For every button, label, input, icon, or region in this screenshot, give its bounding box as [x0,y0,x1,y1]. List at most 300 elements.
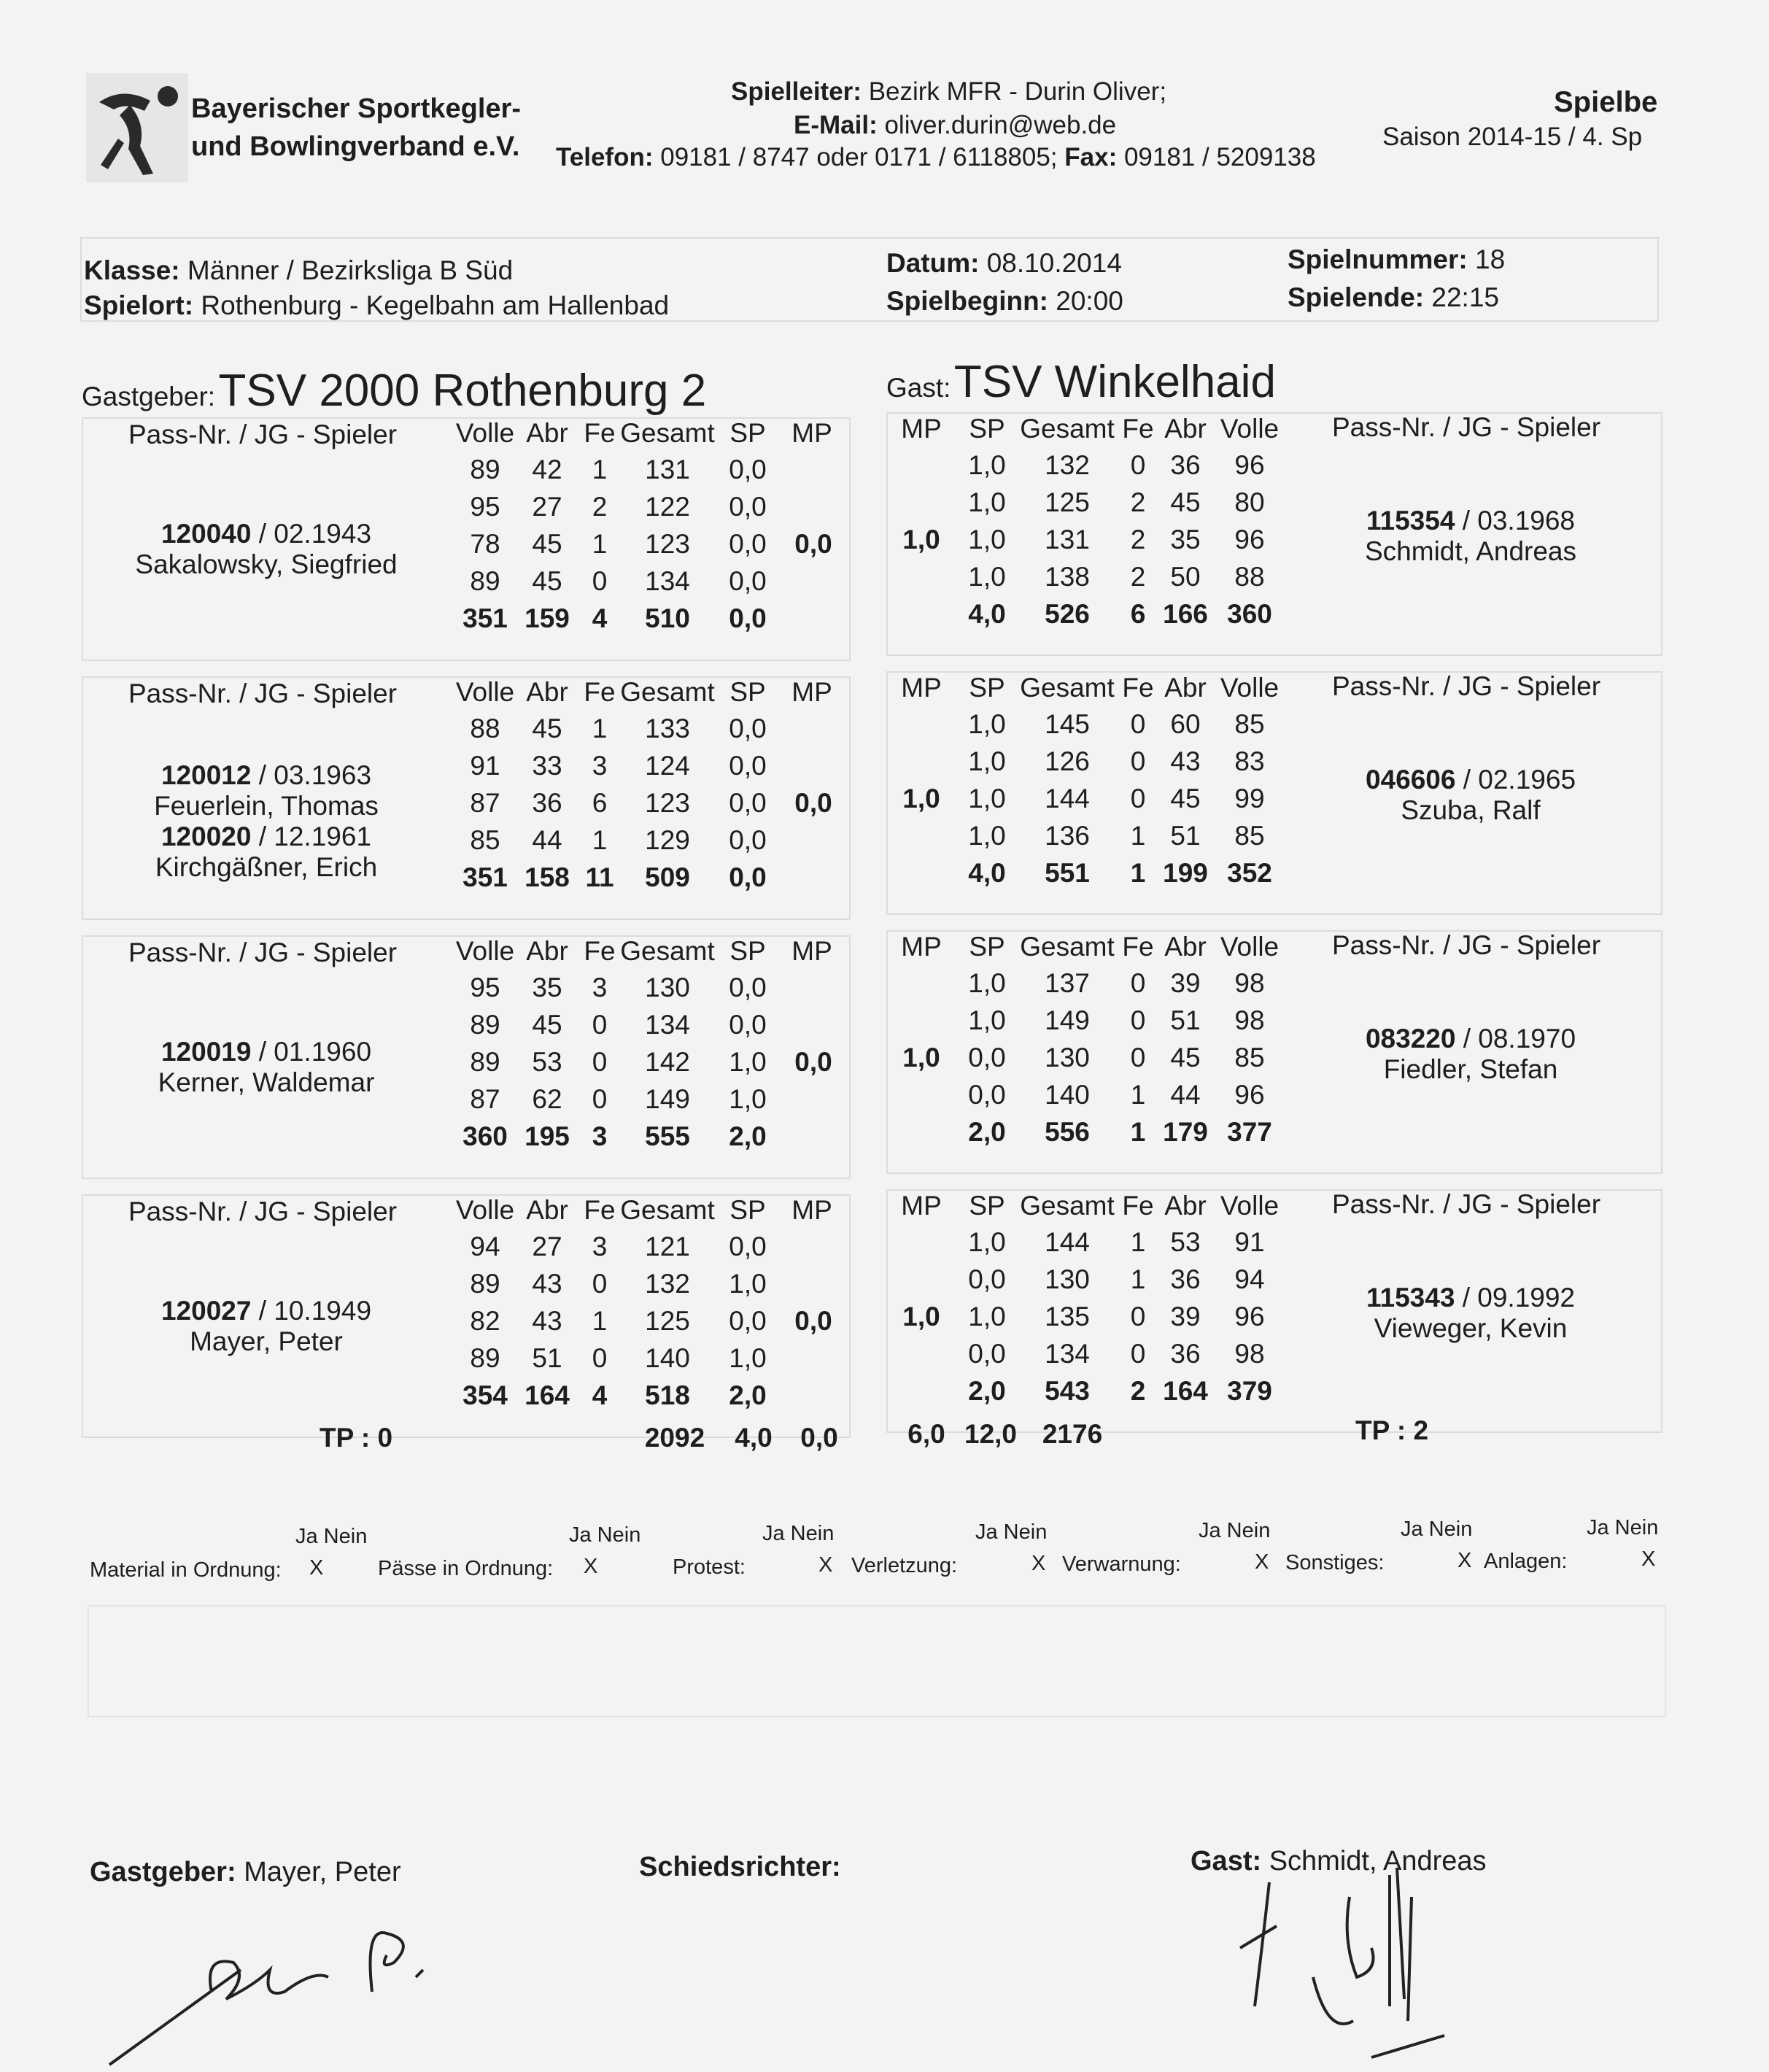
guest-cell: 0 [1130,968,1146,998]
season: Saison 2014-15 / 4. Sp [1382,123,1643,151]
host-cell: 85 [470,825,500,855]
host-total-cell: 360 [462,1121,508,1151]
host-total-cell: 555 [645,1121,690,1151]
email-label: E-Mail: [794,111,878,139]
host-total-cell: 509 [645,862,690,892]
host-cell: 89 [470,1047,500,1077]
guest-col-volle: Volle [1220,932,1280,962]
guest-cell: 43 [1170,746,1201,776]
ja-nein-header: Ja Nein [569,1523,641,1547]
host-cell: 87 [470,788,500,818]
host-cell: 94 [470,1232,500,1261]
guest-cell: 1,0 [968,968,1006,998]
fax-label: Fax: [1064,143,1118,171]
guest-col-sp: SP [969,414,1005,444]
right-title: Spielbe [1554,86,1658,118]
klasse-line [84,255,513,286]
host-col-sp: SP [729,677,766,707]
guest-col-sp: SP [969,932,1005,962]
guest-cell: 136 [1045,821,1090,851]
beginn-value: 20:00 [1056,286,1123,316]
host-cell: 89 [470,455,500,484]
host-player [161,1296,371,1357]
host-cell: 129 [645,825,690,855]
guest-cell: 39 [1170,1302,1201,1331]
host-pass-header: Pass-Nr. / JG - Spieler [128,679,398,708]
host-jg: / 02.1943 [258,519,372,549]
guest-pass-nr: 083220 [1365,1024,1456,1054]
guest-cell: 2 [1130,562,1146,592]
guest-col-gesamt: Gesamt [1020,414,1115,444]
org-name-line1: Bayerischer Sportkegler- [191,93,521,124]
host-cell: 45 [532,566,562,596]
ja-nein-header: Ja Nein [295,1525,368,1548]
host-pass-header: Pass-Nr. / JG - Spieler [128,1197,398,1226]
check-mark[interactable]: X [818,1553,833,1577]
host-total-cell: 2,0 [729,1121,767,1151]
host-cell: 0 [592,1084,608,1114]
guest-cell: 80 [1234,487,1265,517]
host-cell: 1,0 [729,1269,767,1299]
guest-cell: 1,0 [968,784,1006,813]
host-col-abr: Abr [526,1195,568,1225]
guest-pass-header: Pass-Nr. / JG - Spieler [1332,671,1601,701]
host-total-cell: 351 [462,603,508,633]
guest-cell: 0 [1130,1043,1146,1072]
guest-player-name: Szuba, Ralf [1401,795,1541,825]
guest-col-volle: Volle [1220,673,1280,703]
guest-team-label: Gast: [886,373,951,403]
host-player-name: Feuerlein, Thomas [154,791,379,821]
guest-total-cell: 377 [1227,1117,1272,1147]
guest-cell: 144 [1045,784,1090,813]
phone-line [556,143,1316,172]
check-label: Anlagen: [1484,1550,1568,1573]
host-total-cell: 351 [462,862,508,892]
guest-total-cell: 543 [1045,1376,1090,1406]
host-cell: 132 [645,1269,690,1299]
host-cell: 131 [645,455,690,484]
host-cell: 1,0 [729,1084,767,1114]
guest-cell: 85 [1234,709,1265,739]
host-col-sp: SP [729,418,766,448]
check-mark[interactable]: X [584,1555,598,1578]
guest-total-cell: 2 [1130,1376,1146,1406]
guest-cell: 137 [1045,968,1090,998]
host-total-cell: 510 [645,603,690,633]
host-cell: 62 [532,1084,562,1114]
guest-total-cell: 4,0 [968,599,1006,629]
remarks-box [88,1605,1666,1717]
guest-cell: 36 [1170,1264,1201,1294]
guest-total-cell: 6 [1130,599,1146,629]
host-col-volle: Volle [455,677,515,707]
guest-col-abr: Abr [1164,414,1207,444]
guest-mp: 1,0 [902,525,940,554]
guest-total-cell: 360 [1227,599,1272,629]
host-col-abr: Abr [526,936,568,966]
host-cell: 123 [645,788,690,818]
guest-cell: 96 [1234,1302,1265,1331]
host-col-volle: Volle [455,936,515,966]
host-cell: 133 [645,714,690,743]
guest-total-cell: 379 [1227,1376,1272,1406]
host-total-cell: 158 [524,862,570,892]
host-cell: 87 [470,1084,500,1114]
guest-col-abr: Abr [1164,673,1207,703]
host-cell: 89 [470,1269,500,1299]
guest-cell: 149 [1045,1005,1090,1035]
klasse-value: Männer / Bezirksliga B Süd [187,255,514,285]
beginn-label: Spielbeginn: [886,286,1048,316]
check-mark[interactable]: X [1255,1550,1269,1574]
host-cell: 1 [592,825,608,855]
guest-cell: 1,0 [968,487,1006,517]
guest-cell: 45 [1170,784,1201,813]
host-cell: 0,0 [729,1010,767,1040]
host-total-gesamt: 2092 [644,1423,705,1453]
ja-nein-header: Ja Nein [1199,1519,1271,1542]
phone-value: 09181 / 8747 oder 0171 / 6118805; [660,143,1058,171]
guest-cell: 1 [1130,1227,1146,1257]
host-total-mp: 0,0 [800,1423,838,1453]
guest-pass-nr: 115343 [1366,1283,1455,1313]
phone-label: Telefon: [556,143,654,171]
guest-total-cell: 199 [1163,858,1208,888]
host-cell: 43 [532,1269,562,1299]
guest-mp: 1,0 [902,1302,940,1331]
host-player [154,760,379,822]
guest-cell: 145 [1045,709,1090,739]
guest-cell: 1,0 [968,709,1006,739]
host-cell: 0 [592,1047,608,1077]
host-total-cell: 4 [592,603,608,633]
guest-cell: 0,0 [968,1339,1006,1369]
ja-nein-header: Ja Nein [1401,1518,1473,1541]
host-cell: 130 [645,973,690,1002]
fax-value: 09181 / 5209138 [1123,143,1316,171]
guest-cell: 138 [1045,562,1090,592]
guest-cell: 50 [1170,562,1201,592]
guest-total-cell: 556 [1045,1117,1090,1147]
guest-total-gesamt: 2176 [1042,1419,1103,1449]
guest-player-name: Fiedler, Stefan [1383,1054,1558,1084]
check-mark[interactable]: X [1641,1547,1656,1571]
host-col-abr: Abr [526,677,568,707]
guest-cell: 0 [1130,1005,1146,1035]
host-cell: 140 [645,1343,690,1373]
host-cell: 88 [470,714,500,743]
klasse-label: Klasse: [84,255,180,285]
host-total-sp: 4,0 [735,1423,773,1453]
host-player-name: Mayer, Peter [190,1326,343,1356]
host-cell: 0,0 [729,492,767,522]
guest-jg: / 09.1992 [1462,1283,1576,1313]
guest-cell: 134 [1045,1339,1090,1369]
guest-col-mp: MP [901,1191,942,1221]
host-cell: 45 [532,1010,562,1040]
check-label: Verletzung: [851,1554,958,1577]
guest-team [886,356,1276,408]
guest-cell: 96 [1234,1080,1265,1110]
guest-team-name: TSV Winkelhaid [953,357,1276,407]
guest-col-mp: MP [901,673,942,703]
host-total-cell: 0,0 [729,862,767,892]
spielort-value: Rothenburg - Kegelbahn am Hallenbad [201,290,670,320]
guest-cell: 2 [1130,487,1146,517]
host-col-volle: Volle [455,1195,515,1225]
referee-label: Schiedsrichter: [639,1852,841,1882]
guest-player-name: Vieweger, Kevin [1374,1313,1568,1343]
host-col-volle: Volle [455,418,515,448]
guest-cell: 130 [1045,1043,1090,1072]
host-total-cell: 164 [524,1380,570,1410]
host-pass-nr: 120019 [160,1037,252,1067]
check-label: Material in Ordnung: [90,1558,282,1582]
host-cell: 124 [645,751,690,781]
guest-cell: 0 [1130,746,1146,776]
host-cell: 53 [532,1047,562,1077]
host-cell: 95 [470,492,500,522]
bskv-logo [86,73,188,182]
guest-cell: 85 [1234,821,1265,851]
guest-cell: 83 [1234,746,1265,776]
guest-col-gesamt: Gesamt [1020,932,1115,962]
host-col-sp: SP [729,936,766,966]
ja-nein-header: Ja Nein [975,1520,1048,1544]
guest-player [1366,1283,1575,1344]
check-label: Verwarnung: [1062,1553,1181,1576]
host-player [155,822,377,883]
host-cell: 0,0 [729,1306,767,1336]
guest-col-gesamt: Gesamt [1020,1191,1115,1221]
host-total-cell: 3 [592,1121,608,1151]
host-player-name: Sakalowsky, Siegfried [135,549,398,579]
guest-cell: 36 [1170,1339,1201,1369]
host-pass-nr: 120020 [160,822,252,851]
guest-col-gesamt: Gesamt [1020,673,1115,703]
guest-total-cell: 1 [1130,858,1146,888]
email-line [794,111,1116,140]
guest-cell: 0 [1130,450,1146,480]
host-total-cell: 4 [592,1380,608,1410]
guest-cell: 96 [1234,525,1265,554]
guest-total-cell: 1 [1130,1117,1146,1147]
guest-cell: 35 [1170,525,1201,554]
host-pass-nr: 120012 [160,760,252,790]
guest-total-mp: 6,0 [907,1419,945,1449]
host-cell: 0,0 [729,825,767,855]
datum-label: Datum: [886,248,980,278]
guest-pass-header: Pass-Nr. / JG - Spieler [1332,412,1601,442]
host-cell: 0 [592,1343,608,1373]
guest-col-mp: MP [901,414,942,444]
guest-cell: 1,0 [968,562,1006,592]
host-cell: 134 [645,1010,690,1040]
host-cell: 43 [532,1306,562,1336]
leader-line [731,77,1166,107]
host-cell: 0,0 [729,1232,767,1261]
host-jg: / 12.1961 [258,822,372,851]
guest-total-cell: 2,0 [968,1376,1006,1406]
host-total-cell: 159 [524,603,570,633]
host-col-abr: Abr [526,418,568,448]
guest-cell: 85 [1234,1043,1265,1072]
guest-pass-nr: 046606 [1365,765,1456,795]
nummer-line [1288,244,1505,275]
guest-player [1365,506,1576,567]
ende-label: Spielende: [1288,282,1425,312]
host-player [158,1037,375,1098]
guest-col-volle: Volle [1220,1191,1280,1221]
guest-total-sp: 12,0 [964,1419,1018,1449]
guest-cell: 99 [1234,784,1265,813]
host-col-gesamt: Gesamt [620,936,715,966]
guest-cell: 60 [1170,709,1201,739]
host-team-label: Gastgeber: [82,382,216,411]
guest-pass-nr: 115354 [1366,506,1455,536]
guest-col-abr: Abr [1164,932,1207,962]
guest-total-cell: 526 [1045,599,1090,629]
host-cell: 36 [532,788,562,818]
guest-cell: 94 [1234,1264,1265,1294]
host-cell: 82 [470,1306,500,1336]
host-cell: 89 [470,566,500,596]
guest-cell: 51 [1170,821,1201,851]
guest-cell: 2 [1130,525,1146,554]
host-jg: / 10.1949 [258,1296,372,1326]
guest-cell: 88 [1234,562,1265,592]
host-total-cell: 195 [524,1121,570,1151]
host-cell: 0 [592,1269,608,1299]
guest-tp: TP : 2 [1355,1415,1429,1445]
guest-handwritten-signature [1226,1853,1466,2065]
host-col-gesamt: Gesamt [620,677,715,707]
check-label: Sonstiges: [1285,1551,1385,1574]
host-cell: 3 [592,751,608,781]
guest-cell: 131 [1045,525,1090,554]
beginn-line [886,286,1123,317]
host-cell: 0,0 [729,751,767,781]
host-mp: 0,0 [794,1306,832,1336]
guest-cell: 98 [1234,1339,1265,1369]
guest-cell: 140 [1045,1080,1090,1110]
guest-player [1366,1024,1576,1085]
guest-player-name: Schmidt, Andreas [1365,536,1576,566]
host-cell: 142 [645,1047,690,1077]
host-col-gesamt: Gesamt [620,418,715,448]
host-cell: 0,0 [729,566,767,596]
host-cell: 42 [532,455,562,484]
guest-cell: 98 [1234,1005,1265,1035]
guest-total-cell: 2,0 [968,1117,1006,1147]
host-col-mp: MP [791,418,832,448]
host-team-name: TSV 2000 Rothenburg 2 [218,366,707,416]
guest-col-mp: MP [901,932,942,962]
host-cell: 0,0 [729,973,767,1002]
host-cell: 122 [645,492,690,522]
guest-cell: 0 [1130,709,1146,739]
host-cell: 1 [592,455,608,484]
host-col-fe: Fe [584,1195,616,1225]
host-cell: 51 [532,1343,562,1373]
guest-cell: 1 [1130,821,1146,851]
host-cell: 45 [532,714,562,743]
spielort-label: Spielort: [84,290,194,320]
host-cell: 1 [592,1306,608,1336]
guest-player [1366,765,1576,826]
host-player-name: Kerner, Waldemar [158,1067,375,1097]
guest-cell: 1,0 [968,821,1006,851]
check-mark[interactable]: X [1458,1549,1472,1572]
host-mp: 0,0 [794,788,832,818]
host-cell: 27 [532,1232,562,1261]
host-total-cell: 11 [585,862,614,892]
host-col-sp: SP [729,1195,766,1225]
guest-cell: 45 [1170,1043,1201,1072]
guest-pass-header: Pass-Nr. / JG - Spieler [1332,930,1601,960]
host-cell: 0 [592,566,608,596]
guest-cell: 0,0 [968,1264,1006,1294]
host-col-mp: MP [791,936,832,966]
host-total-cell: 2,0 [729,1380,767,1410]
host-handwritten-signature [95,1882,460,2072]
host-cell: 1 [592,714,608,743]
nummer-label: Spielnummer: [1288,244,1468,274]
guest-cell: 36 [1170,450,1201,480]
nummer-value: 18 [1475,244,1506,274]
host-sign-name: Mayer, Peter [244,1857,401,1887]
host-col-fe: Fe [584,418,616,448]
host-cell: 125 [645,1306,690,1336]
guest-total-cell: 166 [1163,599,1208,629]
host-cell: 78 [470,529,500,559]
host-cell: 33 [532,751,562,781]
guest-cell: 44 [1170,1080,1201,1110]
host-total-cell: 518 [645,1380,690,1410]
spielort-line [84,290,669,321]
host-cell: 1,0 [729,1343,767,1373]
host-cell: 1,0 [729,1047,767,1077]
guest-cell: 1,0 [968,525,1006,554]
host-cell: 89 [470,1010,500,1040]
check-mark[interactable]: X [1031,1552,1046,1575]
host-col-fe: Fe [584,677,616,707]
guest-col-fe: Fe [1122,932,1154,962]
guest-col-fe: Fe [1122,414,1154,444]
guest-col-sp: SP [969,673,1005,703]
guest-cell: 0,0 [968,1043,1006,1072]
guest-total-cell: 4,0 [968,858,1006,888]
guest-cell: 144 [1045,1227,1090,1257]
host-col-fe: Fe [584,936,616,966]
guest-cell: 1,0 [968,450,1006,480]
host-cell: 44 [532,825,562,855]
host-team [82,365,706,417]
guest-jg: / 02.1965 [1463,765,1576,795]
org-name-line2: und Bowlingverband e.V. [191,131,520,162]
host-cell: 134 [645,566,690,596]
guest-total-cell: 352 [1227,858,1272,888]
guest-cell: 1 [1130,1080,1146,1110]
host-cell: 2 [592,492,608,522]
guest-total-cell: 551 [1045,858,1090,888]
host-cell: 89 [470,1343,500,1373]
datum-line [886,248,1122,279]
check-mark[interactable]: X [309,1556,324,1580]
host-col-mp: MP [791,677,832,707]
guest-sign-label: Gast: [1191,1846,1262,1876]
